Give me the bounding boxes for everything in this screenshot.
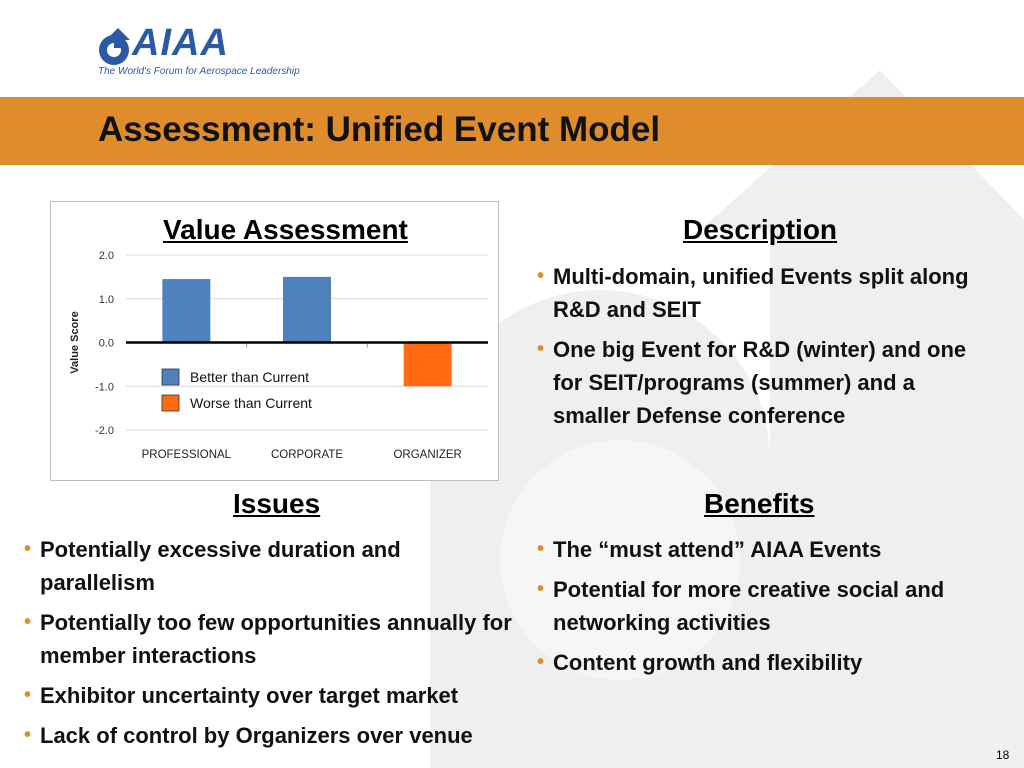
description-list — [535, 260, 995, 439]
bar — [162, 279, 210, 342]
x-category-label: PROFESSIONAL — [141, 449, 232, 461]
legend-label: Worse than Current — [190, 395, 312, 411]
issues-bullet: • Exhibitor uncertainty over target market — [22, 679, 517, 712]
description-bullet: • One big Event for R&D (winter) and one for SEIT/programs (summer) and a smaller Defense conference — [535, 333, 995, 432]
y-axis-label: Value Score — [69, 311, 81, 374]
legend-swatch — [162, 369, 179, 385]
issues-list — [22, 533, 517, 759]
y-tick-label: -1.0 — [95, 381, 114, 394]
value-assessment-heading: Value Assessment — [163, 214, 408, 245]
issues-bullet: • Potentially excessive duration and parallelism — [22, 533, 517, 599]
benefits-bullet: • Potential for more creative social and networking activities — [535, 573, 995, 639]
x-category-label: CORPORATE — [271, 449, 343, 461]
slide-title: Assessment: Unified Event Model — [98, 110, 661, 149]
page-number: 18 — [996, 748, 1010, 762]
benefits-bullet: • The “must attend” AIAA Events — [535, 533, 995, 566]
aiaa-emblem-icon — [96, 26, 136, 70]
bar — [283, 277, 331, 343]
issues-heading: Issues — [233, 488, 321, 519]
aiaa-logo — [96, 18, 300, 82]
x-category-label: ORGANIZER — [393, 449, 462, 461]
legend-swatch — [162, 395, 179, 411]
bar — [404, 343, 452, 387]
issues-bullet: • Potentially too few opportunities annually for member interactions — [22, 606, 517, 672]
legend-label: Better than Current — [190, 369, 310, 385]
y-tick-label: -2.0 — [95, 425, 114, 437]
y-tick-label: 2.0 — [98, 250, 114, 262]
y-tick-label: 0.0 — [98, 337, 114, 350]
description-heading: Description — [683, 214, 838, 245]
logo-wordmark: AIAA — [132, 22, 229, 64]
benefits-heading: Benefits — [704, 488, 815, 519]
y-tick-label: 1.0 — [98, 293, 114, 306]
issues-bullet: • Lack of control by Organizers over venue — [22, 719, 517, 752]
description-bullet: • Multi-domain, unified Events split along R&D and SEIT — [535, 260, 995, 326]
benefits-list — [535, 533, 995, 686]
logo-tagline: The World's Forum for Aerospace Leadership — [98, 66, 300, 77]
benefits-bullet: • Content growth and flexibility — [535, 646, 995, 679]
